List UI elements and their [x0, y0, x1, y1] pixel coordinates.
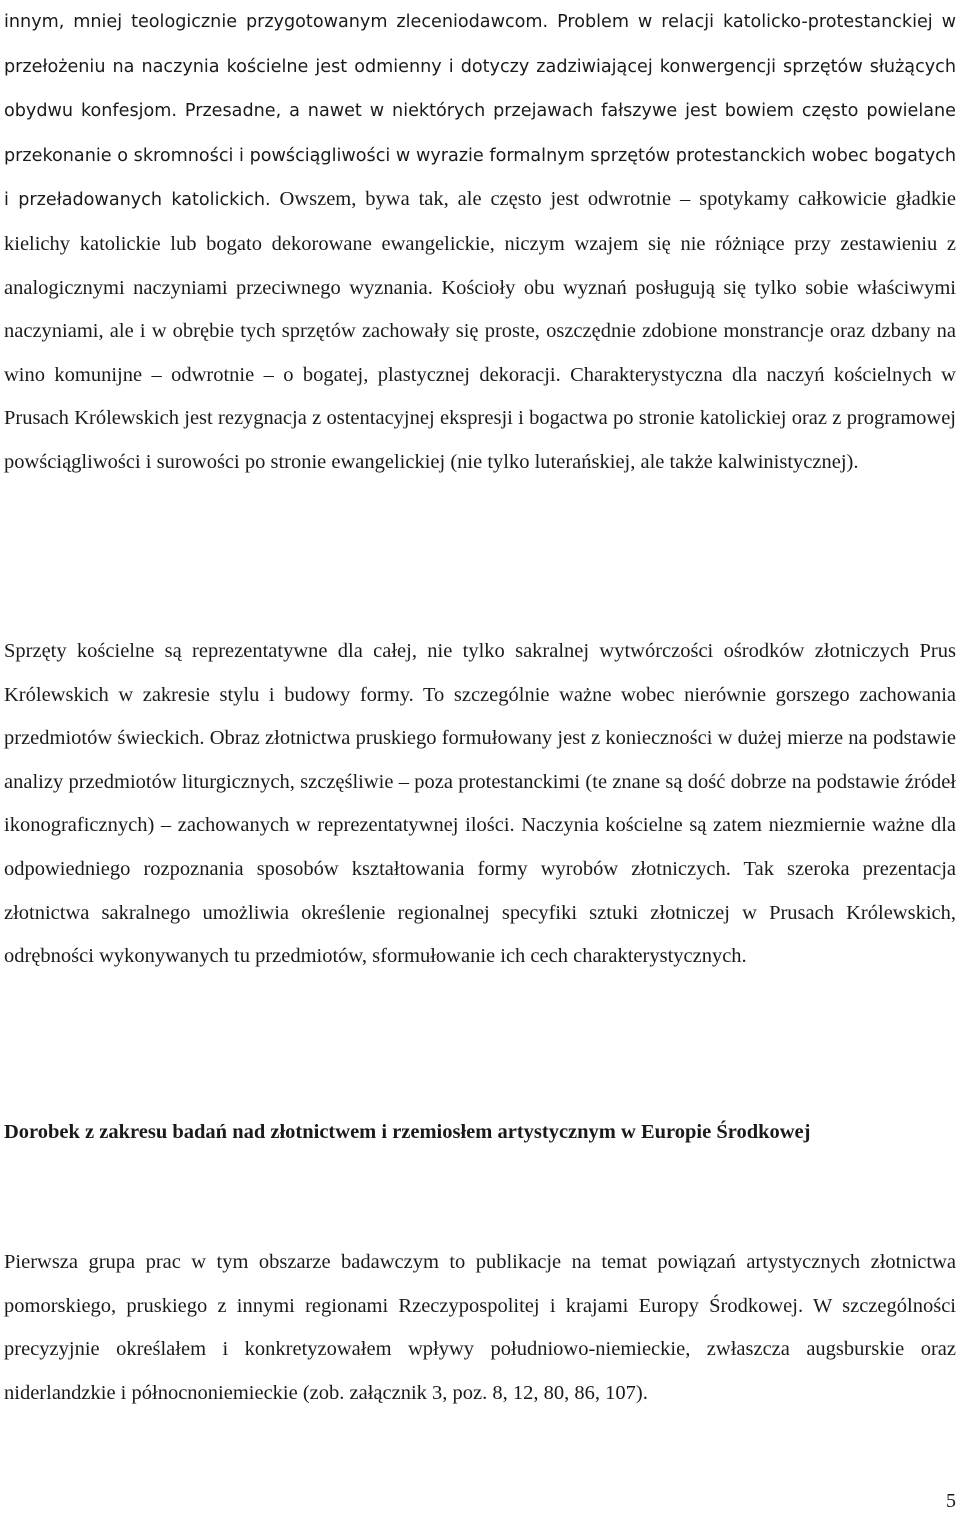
paragraph-2: Sprzęty kościelne są reprezentatywne dla całej, nie tylko sakralnej wytwórczości ośrodków złotniczych Prus Królewskich w zakresie stylu i budowy formy. To szczególnie ważne wobec nierównie gorszego zachowania przedmiotów świeckich. Obraz złotnictwa pruskiego formułowany jest z konieczności w dużej mierze na podstawie analizy przedmiotów liturgicznych, szczęśliwie – poza protestanckimi (te znane są dość dobrze na podstawie źródeł ikonograficznych) – zachowanych w reprezentatywnej ilości. Naczynia kościelne są zatem niezmiernie ważne dla odpowiedniego rozpoznania sposobów kształtowania formy wyrobów złotniczych. Tak szeroka prezentacja złotnictwa sakralnego umożliwia określenie regionalnej specyfiki sztuki złotniczej w Prusach Królewskich, odrębności wykonywanych tu przedmiotów, sformułowanie ich cech charakterystycznych. [4, 640, 956, 968]
page-number: 5 [946, 1490, 956, 1512]
paragraph-1-sans-part: innym, mniej teologicznie przygotowanym zleceniodawcom. Problem w relacji katolicko-protestanckiej w przełożeniu na naczynia kościelne jest odmienny i dotyczy zadziwiającej konwergencji sprzętów służących obydwu konfesjom. Przesadne, a nawet w niektórych przejawach fałszywe jest bowiem często powielane przekonanie o skromności i powściągliwości w wyrazie formalnym sprzętów protestanckich wobec bogatych i przeładowanych katolickich. [4, 12, 956, 211]
section-heading: Dorobek z zakresu badań nad złotnictwem i rzemiosłem artystycznym w Europie Środkowej [4, 1121, 811, 1143]
paragraph-1-serif-part: Owszem, bywa tak, ale często jest odwrotnie – spotykamy całkowicie gładkie kielichy katolickie lub bogato dekorowane ewangelickie, niczym wzajem się nie różniące przy zestawieniu z analogicznymi naczyniami przeciwnego wyznania. Kościoły obu wyznań posługują się tylko sobie właściwymi naczyniami, ale i w obrębie tych sprzętów zachowały się proste, oszczędnie zdobione monstrancje oraz dzbany na wino komunijne – odwrotnie – o bogatej, plastycznej dekoracji. Charakterystyczna dla naczyń kościelnych w Prusach Królewskich jest rezygnacja z ostentacyjnej ekspresji i bogactwa po stronie katolickiej oraz z programowej powściągliwości i surowości po stronie ewangelickiej (nie tylko luterańskiej, ale także kalwinistycznej). [4, 188, 956, 473]
paragraph-1 [4, 0, 956, 485]
paragraph-3: Pierwsza grupa prac w tym obszarze badawczym to publikacje na temat powiązań artystycznych złotnictwa pomorskiego, pruskiego z innymi regionami Rzeczypospolitej i krajami Europy Środkowej. W szczególności precyzyjnie określałem i konkretyzowałem wpływy południowo-niemieckie, zwłaszcza augsburskie oraz niderlandzkie i północnoniemieckie (zob. załącznik 3, poz. 8, 12, 80, 86, 107). [4, 1251, 956, 1404]
